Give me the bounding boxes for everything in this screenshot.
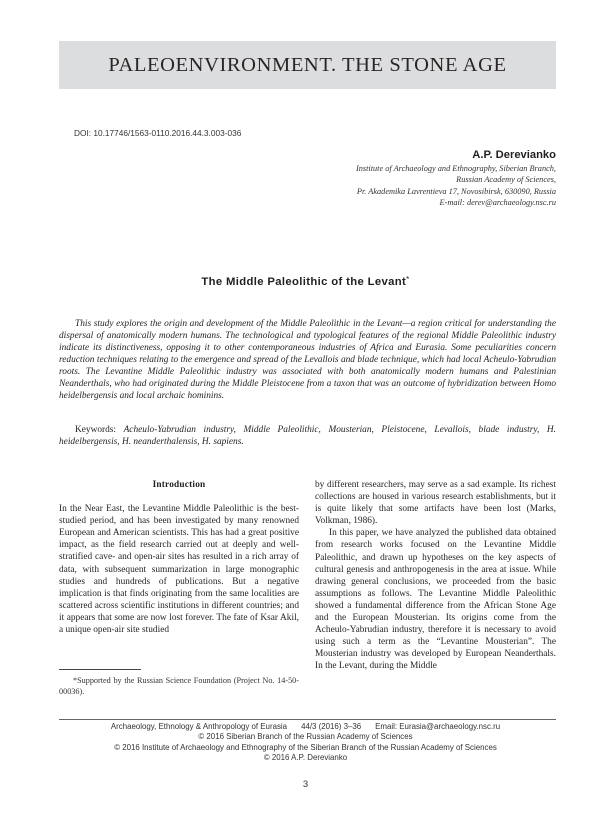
affiliation-line: Institute of Archaeology and Ethnography, Siberian Branch, xyxy=(355,164,556,173)
left-column xyxy=(59,479,299,636)
footnote-marker: * xyxy=(406,275,410,284)
affiliation-line: Russian Academy of Sciences, xyxy=(456,175,556,185)
author-email: E-mail: derev@archaeology.nsc.ru xyxy=(439,198,556,208)
journal-issue: 44/3 (2016) 3–36 xyxy=(301,722,362,731)
body-paragraph: In this paper, we have analyzed the published data obtained from research works focused on the Levantine Middle Paleolithic, and drawn up hypotheses on the key aspects of cultural genesis and anthropogenesis in the area at issue. While drawing general conclusions, we proceeded from the basic assumptions as follows. The Levantine Middle Paleolithic showed a fundamental difference from the African Stone Age and the European Mousterian. Its origins come from the Acheulo-Yabrudian industry, therefore it is necessary to avoid using such a term as the “Levantine Mousterian”. The Mousterian industry was developed by European Neanderthals. In the Levant, during the Middle xyxy=(315,528,556,672)
keywords-label: Keywords: xyxy=(75,425,117,435)
article-title xyxy=(0,275,611,288)
section-heading-introduction: Introduction xyxy=(152,480,206,490)
right-column xyxy=(315,479,556,673)
copyright-line: © 2016 Siberian Branch of the Russian Academy of Sciences xyxy=(198,732,413,742)
article-title-text: The Middle Paleolithic of the Levant xyxy=(201,276,407,288)
section-header-band xyxy=(59,41,556,89)
journal-line xyxy=(0,722,611,732)
body-paragraph: In the Near East, the Levantine Middle Paleolithic is the best-studied period, and has been investigated by many renowned European and American scientists. This has had a great positive impact, as the field research carried out at deeply and well-stratified cave- and open-air sites has resulted in a rich array of data, with subsequent summarization in large monographic studies and hundreds of publications. But a negative implication is that finds originating from the same localities are scattered across scientific institutions in different countries; and it appears that some are now lost forever. The fate of Ksar Akil, a unique open-air site studied xyxy=(59,504,299,636)
author-name: A.P. Derevianko xyxy=(472,149,556,161)
copyright-line: © 2016 A.P. Derevianko xyxy=(263,753,348,763)
abstract: This study explores the origin and development of the Middle Paleolithic in the Levant—a region critical for understanding the dispersal of anatomically modern humans. The technological and typological features of the regional Middle Paleolithic industry indicate its distinctiveness, opposing it to other contemporaneous industries of Africa and Eurasia. Some peculiarities concern reduction techniques relating to the emergence and spread of the Levallois and blade technique, which had local Acheulo-Yabrudian roots. The Levantine Middle Paleolithic industry was associated with both anatomically modern humans and Palestinian Neanderthals, who had originated during the Middle Pleistocene from a taxon that was an outcome of hybridization between Homo heidelbergensis and local archaic hominins. xyxy=(59,319,556,402)
footnote: *Supported by the Russian Science Foundation (Project No. 14-50-00036). xyxy=(59,676,299,696)
body-paragraph-continued: by different researchers, may serve as a sad example. Its richest collections are housed in various research establishments, but it is quite likely that some artifacts have been lost (Marks, Volkman, 1986). xyxy=(315,480,556,527)
section-title: PALEOENVIRONMENT. THE STONE AGE xyxy=(108,53,507,76)
journal-name: Archaeology, Ethnology & Anthropology of Eurasia xyxy=(110,722,288,731)
page-footer xyxy=(0,722,611,764)
copyright-line: © 2016 Institute of Archaeology and Ethnography of the Siberian Branch of the Russian Academy of Sciences xyxy=(114,742,497,752)
keywords-list: Acheulo-Yabrudian industry, Middle Paleolithic, Mousterian, Pleistocene, Levallois, blade industry, H. heidelbergensis, H. neanderthalensis, H. sapiens. xyxy=(59,425,556,448)
journal-email: Email: Eurasia@archaeology.nsc.ru xyxy=(375,722,501,731)
author-block xyxy=(356,149,556,209)
keywords xyxy=(59,424,556,448)
footer-divider xyxy=(59,719,556,720)
affiliation-address: Pr. Akademika Lavrentieva 17, Novosibirsk, 630090, Russia xyxy=(356,186,556,196)
footnote-divider xyxy=(59,669,141,670)
doi-line: DOI: 10.17746/1563-0110.2016.44.3.003-036 xyxy=(74,128,242,138)
page-number: 3 xyxy=(302,779,309,790)
